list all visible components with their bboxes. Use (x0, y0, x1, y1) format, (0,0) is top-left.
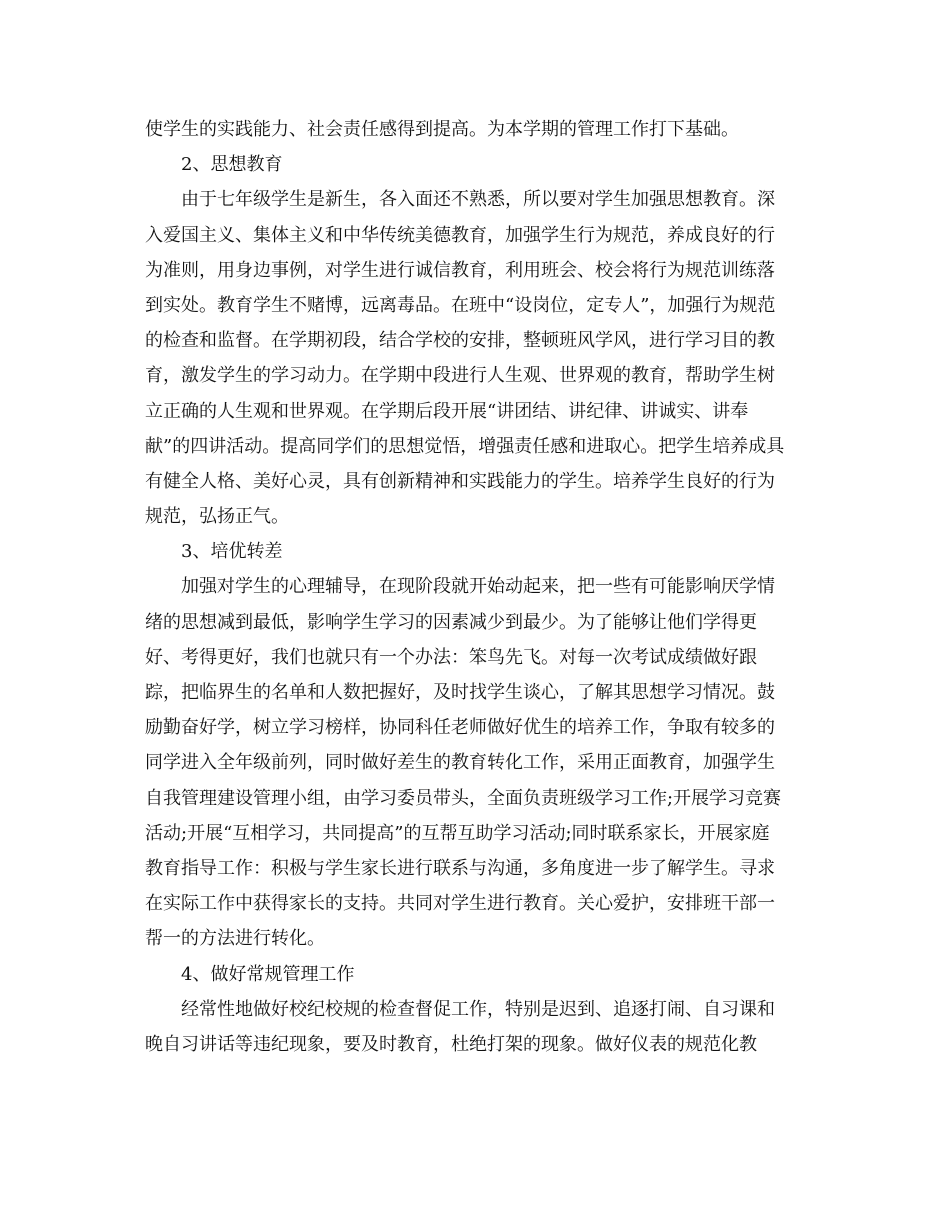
text-line: 献”的四讲活动。提高同学们的思想觉悟，增强责任感和进取心。把学生培养成具 (145, 435, 785, 457)
text-line: 规范，弘扬正气。 (145, 506, 289, 528)
text-line: 励勤奋好学，树立学习榜样，协同科任老师做好优生的培养工作，争取有较多的 (145, 717, 775, 739)
text-line: 为准则，用身边事例，对学生进行诚信教育，利用班会、校会将行为规范训练落 (145, 259, 775, 281)
text-line: 的检查和监督。在学期初段，结合学校的安排，整顿班风学风，进行学习目的教 (145, 330, 775, 352)
text-line: 同学进入全年级前列，同时做好差生的教育转化工作，采用正面教育，加强学生 (145, 752, 775, 774)
text-line: 2、思想教育 (181, 154, 283, 176)
text-line: 踪，把临界生的名单和人数把握好，及时找学生谈心，了解其思想学习情况。鼓 (145, 682, 775, 703)
text-line: 教育指导工作：积极与学生家长进行联系与沟通，多角度进一步了解学生。寻求 (145, 857, 775, 879)
text-line: 晚自习讲话等违纪现象，要及时教育，杜绝打架的现象。做好仪表的规范化教 (145, 1033, 757, 1055)
text-line: 由于七年级学生是新生，各入面还不熟悉，所以要对学生加强思想教育。深 (181, 189, 775, 211)
text-line: 立正确的人生观和世界观。在学期后段开展“讲团结、讲纪律、讲诚实、讲奉 (145, 400, 749, 422)
text-line: 绪的思想减到最低，影响学生学习的因素减少到最少。为了能够让他们学得更 (145, 611, 757, 633)
text-line: 有健全人格、美好心灵，具有创新精神和实践能力的学生。培养学生良好的行为 (145, 470, 775, 492)
text-line: 3、培优转差 (181, 541, 283, 563)
text-line: 好、考得更好，我们也就只有一个办法：笨鸟先飞。对每一次考试成绩做好跟 (145, 646, 757, 668)
text-line: 到实处。教育学生不赌博，远离毒品。在班中“设岗位，定专人”，加强行为规范 (145, 294, 776, 316)
text-line: 加强对学生的心理辅导，在现阶段就开始动起来，把一些有可能影响厌学情 (181, 576, 775, 598)
text-line: 经常性地做好校纪校规的检查督促工作，特别是迟到、追逐打闹、自习课和 (181, 998, 775, 1020)
text-line: 4、做好常规管理工作 (181, 963, 355, 985)
text-line: 使学生的实践能力、社会责任感得到提高。为本学期的管理工作打下基础。 (145, 119, 739, 140)
document-body (145, 112, 805, 1062)
text-line: 活动;开展“互相学习，共同提高”的互帮互助学习活动;同时联系家长，开展家庭 (145, 822, 770, 844)
text-line: 育，激发学生的学习动力。在学期中段进行人生观、世界观的教育，帮助学生树 (145, 365, 775, 387)
text-line: 自我管理建设管理小组，由学习委员带头，全面负责班级学习工作;开展学习竞赛 (145, 787, 782, 809)
text-line: 帮一的方法进行转化。 (145, 928, 325, 950)
text-line: 在实际工作中获得家长的支持。共同对学生进行教育。关心爱护，安排班干部一 (145, 893, 775, 915)
text-line: 入爱国主义、集体主义和中华传统美德教育，加强学生行为规范，养成良好的行 (145, 224, 775, 246)
